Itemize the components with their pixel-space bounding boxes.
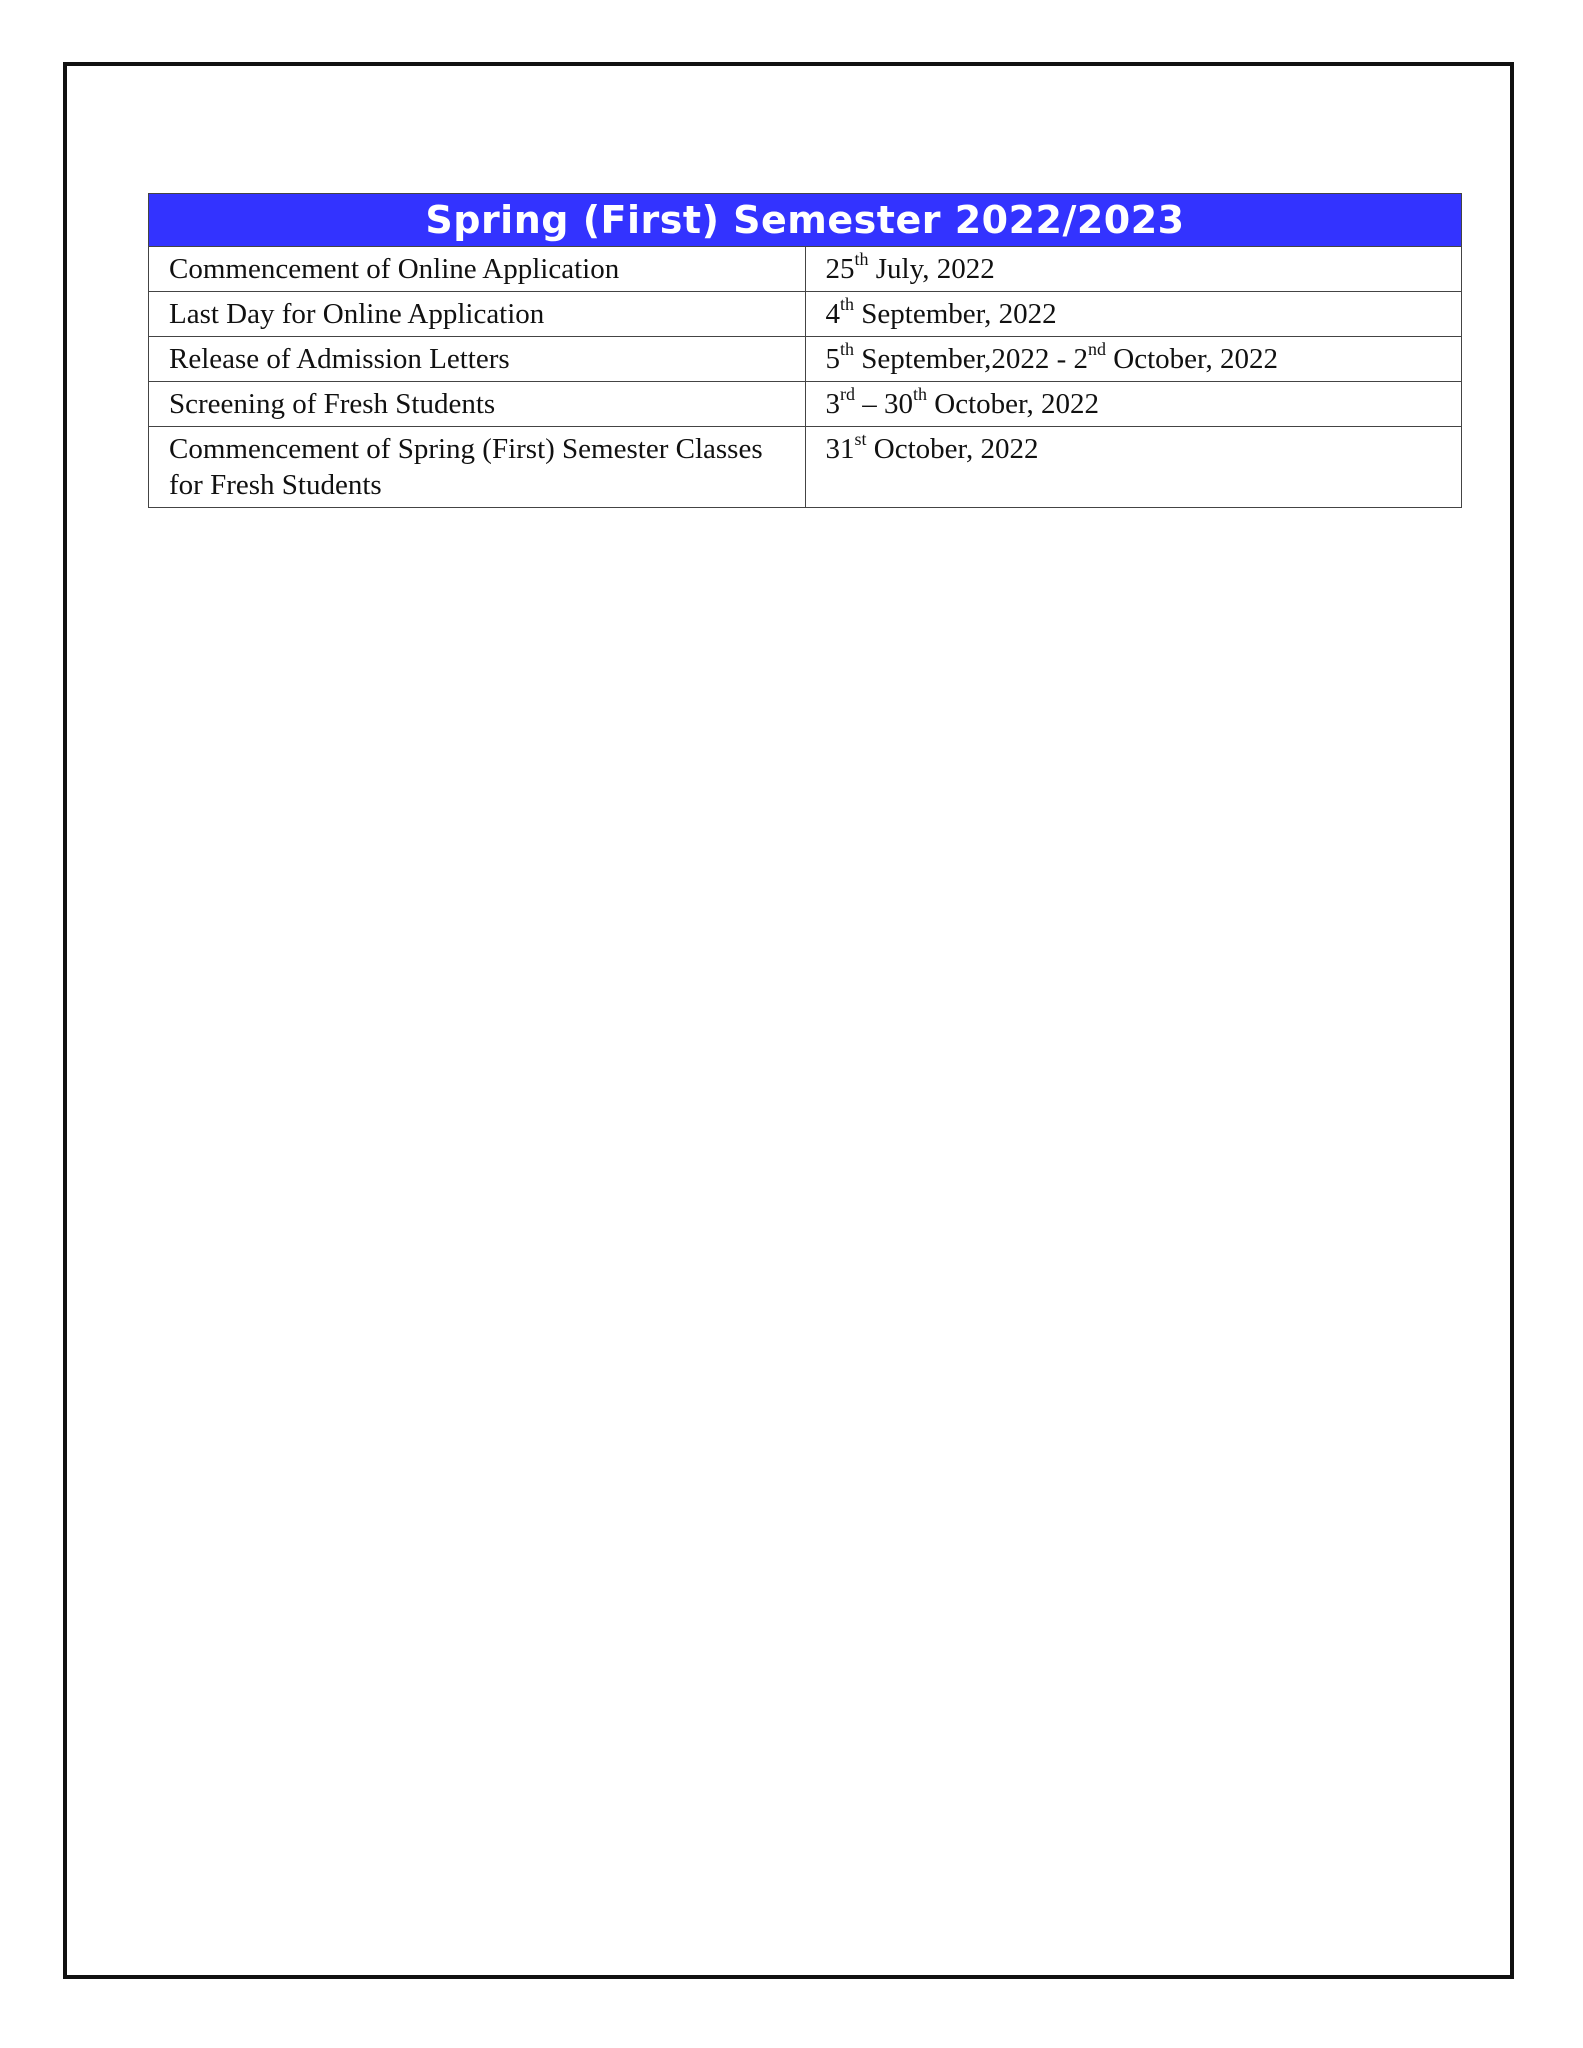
ordinal-suffix: nd: [1088, 339, 1107, 360]
event-cell: Release of Admission Letters: [149, 337, 806, 382]
ordinal-suffix: th: [913, 384, 928, 405]
table-row: [149, 427, 1462, 508]
table-row: [149, 247, 1462, 292]
ordinal-suffix: th: [840, 339, 855, 360]
table-row: [149, 337, 1462, 382]
ordinal-suffix: rd: [840, 384, 855, 405]
event-cell: Screening of Fresh Students: [149, 382, 806, 427]
event-cell: Last Day for Online Application: [149, 292, 806, 337]
table-row: [149, 382, 1462, 427]
date-cell: 3rd – 30th October, 2022: [805, 382, 1462, 427]
date-cell: 4th September, 2022: [805, 292, 1462, 337]
table-row: [149, 292, 1462, 337]
date-cell: 31st October, 2022: [805, 427, 1462, 508]
table-header-row: [149, 194, 1462, 247]
semester-calendar-table: [148, 193, 1462, 508]
table-title: Spring (First) Semester 2022/2023: [149, 194, 1462, 247]
event-cell: Commencement of Online Application: [149, 247, 806, 292]
ordinal-suffix: th: [854, 249, 869, 270]
date-cell: 5th September,2022 - 2nd October, 2022: [805, 337, 1462, 382]
ordinal-suffix: st: [854, 429, 867, 450]
date-cell: 25th July, 2022: [805, 247, 1462, 292]
ordinal-suffix: th: [840, 294, 855, 315]
event-cell: Commencement of Spring (First) Semester Classes for Fresh Students: [149, 427, 806, 508]
